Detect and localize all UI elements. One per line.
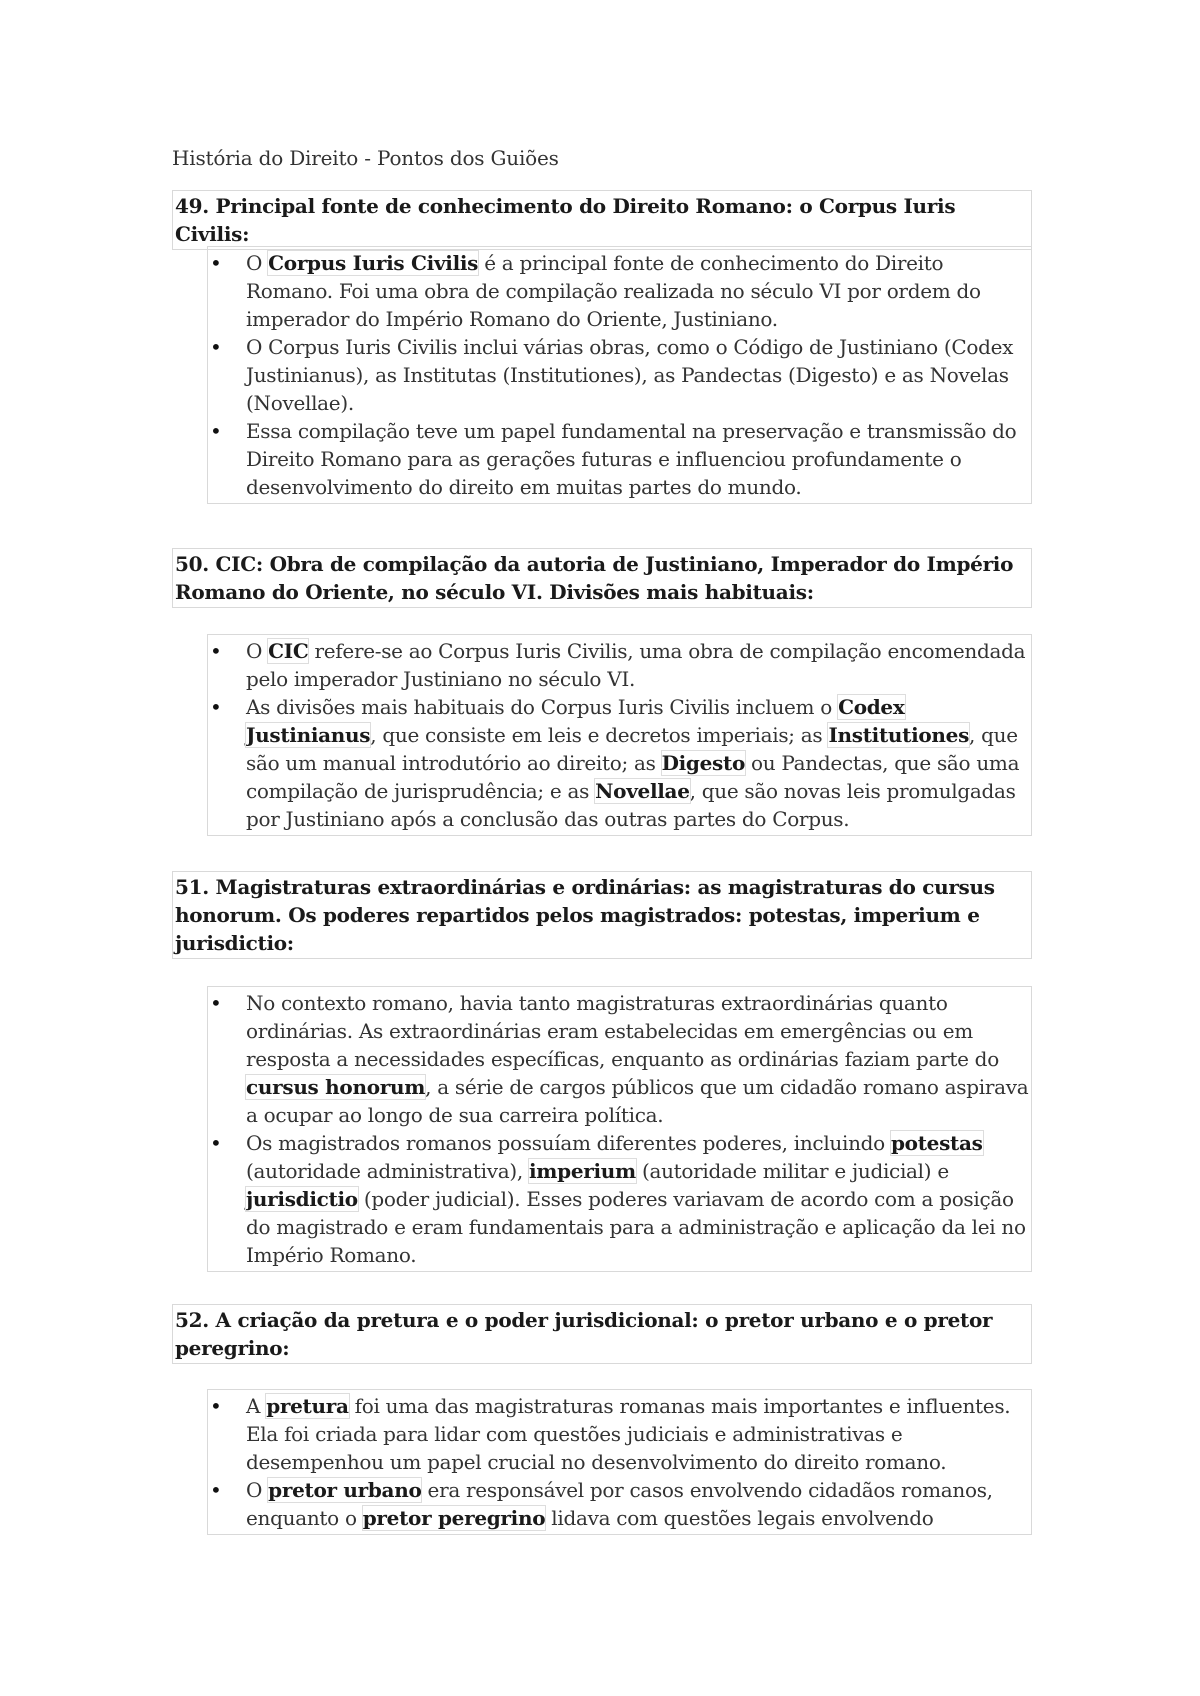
list-item: • O CIC refere-se ao Corpus Iuris Civilis, uma obra de compilação encomendada pelo imperador Justiniano no século VI. <box>246 637 1029 693</box>
key-term: Digesto <box>661 751 745 775</box>
list-item: • As divisões mais habituais do Corpus Iuris Civilis incluem o Codex Justinianus, que consiste em leis e decretos imperiais; as Institutiones, que são um manual introdutório ao direito; as Digesto ou Pandectas, que são uma compilação de jurisprudência; e as Novellae, que são novas leis promulgadas por Justiniano após a conclusão das outras partes do Corpus. <box>246 693 1029 833</box>
key-term: Novellae <box>595 779 690 803</box>
list-item: • O pretor urbano era responsável por casos envolvendo cidadãos romanos, enquanto o pretor peregrino lidava com questões legais envolvendo <box>246 1476 1029 1532</box>
list-item: • A pretura foi uma das magistraturas romanas mais importantes e influentes. Ela foi criada para lidar com questões judiciais e administrativas e desempenhou um papel crucial no desenvolvimento do direito romano. <box>246 1392 1029 1476</box>
section-list-49 <box>207 246 1032 504</box>
list-item: • O Corpus Iuris Civilis inclui várias obras, como o Código de Justiniano (Codex Justinianus), as Institutas (Institutiones), as Pandectas (Digesto) e as Novelas (Novellae). <box>246 333 1029 417</box>
key-term: jurisdictio <box>246 1187 358 1211</box>
section-list-50 <box>207 634 1032 836</box>
key-term: pretor urbano <box>268 1478 422 1502</box>
section-heading-50: 50. CIC: Obra de compilação da autoria de Justiniano, Imperador do Império Romano do Oriente, no século VI. Divisões mais habituais: <box>172 548 1032 608</box>
key-term: imperium <box>529 1159 636 1183</box>
key-term: cursus honorum <box>246 1075 426 1099</box>
section-heading-51: 51. Magistraturas extraordinárias e ordinárias: as magistraturas do cursus honorum. Os poderes repartidos pelos magistrados: potestas, imperium e jurisdictio: <box>172 871 1032 959</box>
list-item: • O Corpus Iuris Civilis é a principal fonte de conhecimento do Direito Romano. Foi uma obra de compilação realizada no século VI por ordem do imperador do Império Romano do Oriente, Justiniano. <box>246 249 1029 333</box>
key-term: Codex Justinianus <box>246 695 905 747</box>
document-title: História do Direito - Pontos dos Guiões <box>172 146 559 170</box>
section-heading-49: 49. Principal fonte de conhecimento do Direito Romano: o Corpus Iuris Civilis: <box>172 190 1032 250</box>
key-term: Institutiones <box>828 723 970 747</box>
section-list-51 <box>207 986 1032 1272</box>
key-term: potestas <box>891 1131 983 1155</box>
list-item: • Essa compilação teve um papel fundamental na preservação e transmissão do Direito Romano para as gerações futuras e influenciou profundamente o desenvolvimento do direito em muitas partes do mundo. <box>246 417 1029 501</box>
section-list-52 <box>207 1389 1032 1535</box>
section-heading-52: 52. A criação da pretura e o poder jurisdicional: o pretor urbano e o pretor peregrino: <box>172 1304 1032 1364</box>
key-term: CIC <box>268 639 309 663</box>
list-item: • Os magistrados romanos possuíam diferentes poderes, incluindo potestas (autoridade administrativa), imperium (autoridade militar e judicial) e jurisdictio (poder judicial). Esses poderes variavam de acordo com a posição do magistrado e eram fundamentais para a administração e aplicação da lei no Império Romano. <box>246 1129 1029 1269</box>
key-term: Corpus Iuris Civilis <box>268 251 479 275</box>
list-item: • No contexto romano, havia tanto magistraturas extraordinárias quanto ordinárias. As extraordinárias eram estabelecidas em emergências ou em resposta a necessidades específicas, enquanto as ordinárias faziam parte do cursus honorum, a série de cargos públicos que um cidadão romano aspirava a ocupar ao longo de sua carreira política. <box>246 989 1029 1129</box>
key-term: pretor peregrino <box>362 1506 546 1530</box>
key-term: pretura <box>266 1394 349 1418</box>
